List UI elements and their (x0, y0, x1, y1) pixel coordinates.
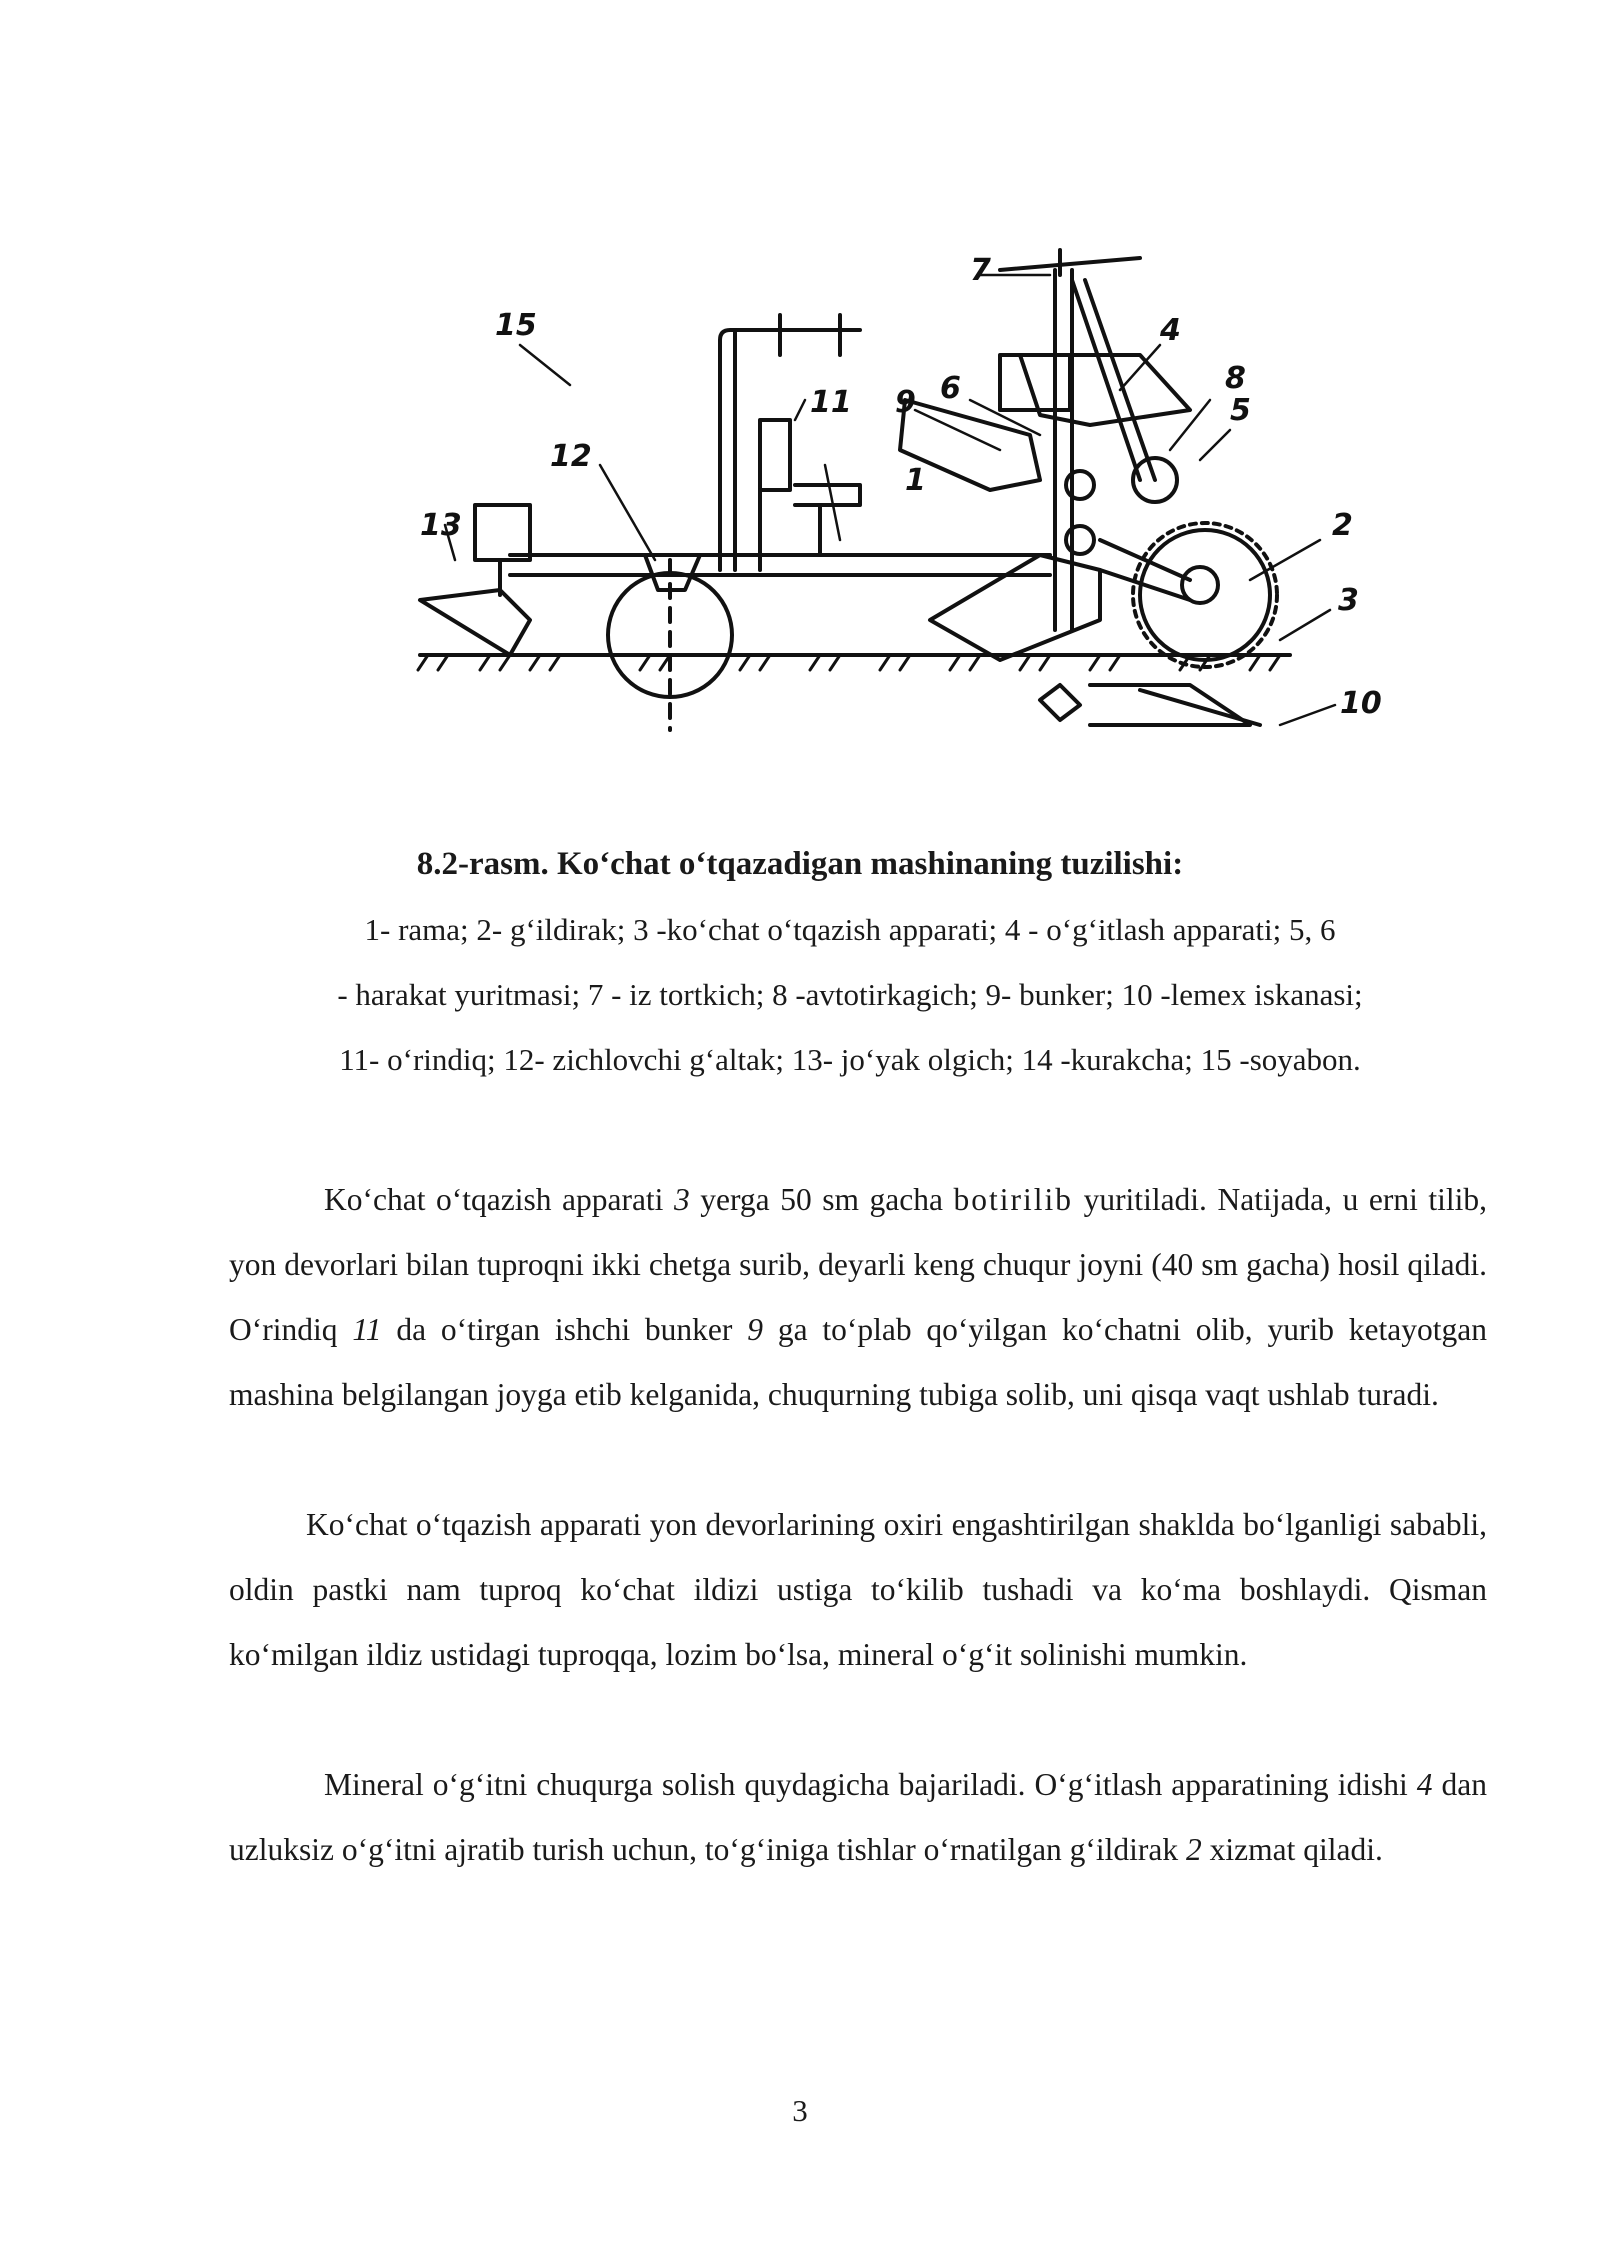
p3-text-3: xizmat qiladi. (1201, 1832, 1383, 1867)
paragraph-1 (229, 1167, 1487, 1427)
machine-diagram (400, 150, 1400, 770)
callout-10: 10 (1340, 686, 1382, 721)
p3-ref-4: 4 (1416, 1767, 1433, 1802)
p1-ref-11: 11 (352, 1312, 382, 1347)
callout-3: 3 (1338, 583, 1359, 618)
callout-2: 2 (1332, 508, 1353, 543)
figure-caption-line-1: 1- rama; 2- g‘ildirak; 3 -ko‘chat o‘tqazish apparati; 4 - o‘g‘itlash apparati; 5, 6 (364, 912, 1336, 947)
page-number: 3 (792, 2093, 808, 2128)
callout-9: 9 (895, 385, 916, 420)
p1-text-3: yuritiladi. Natijada, u erni tilib, yon devorlari bilan tuproqni ikki chetga surib, deyarli keng chuqur joyni (40 sm gacha) hosil qiladi. O‘rindiq (229, 1182, 1488, 1347)
p1-ref-3: 3 (673, 1182, 690, 1217)
p1-text-5: ga to‘plab qo‘yilgan ko‘chatni olib, yurib ketayotgan mashina belgilangan joyga etib kelganida, chuqurning tubiga solib, uni qisqa vaqt ushlab turadi. (229, 1312, 1488, 1412)
paragraph-2: Ko‘chat o‘tqazish apparati yon devorlarining oxiri engashtirilgan shaklda bo‘lganligi sababli, oldin pastki nam tuproq ko‘chat ildizi ustiga to‘kilib tushadi va ko‘ma boshlaydi. Qisman ko‘milgan ildiz ustidagi tuproqqa, lozim bo‘lsa, mineral o‘g‘it solinishi mumkin. (229, 1507, 1487, 1672)
callout-5: 5 (1230, 393, 1251, 428)
p1-text-1: Ko‘chat o‘tqazish apparati (324, 1182, 674, 1217)
p1-text-2: yerga 50 sm gacha (689, 1182, 954, 1217)
callout-8: 8 (1225, 361, 1246, 396)
figure-caption-title: 8.2-rasm. Ko‘chat o‘tqazadigan mashinaning tuzilishi: (416, 846, 1184, 882)
figure-caption-line-3: 11- o‘rindiq; 12- zichlovchi g‘altak; 13- jo‘yak olgich; 14 -kurakcha; 15 -soyabon. (339, 1042, 1361, 1077)
paragraph-3 (229, 1752, 1487, 1882)
callout-12: 12 (550, 439, 592, 474)
callout-13: 13 (420, 508, 462, 543)
p3-text-1: Mineral o‘g‘itni chuqurga solish quydagicha bajariladi. O‘g‘itlash apparatining idishi (324, 1767, 1417, 1802)
p1-ref-9: 9 (747, 1312, 763, 1347)
p3-text-2: dan uzluksiz o‘g‘itni ajratib turish uchun, to‘g‘iniga tishlar o‘rnatilgan g‘ildirak (229, 1767, 1487, 1867)
figure-caption-line-2: - harakat yuritmasi; 7 - iz tortkich; 8 -avtotirkagich; 9- bunker; 10 -lemex iskanasi; (337, 977, 1363, 1012)
callout-15: 15 (495, 308, 537, 343)
callout-4: 4 (1160, 313, 1181, 348)
callout-6: 6 (940, 371, 961, 406)
p1-spaced-word: botirilib (953, 1182, 1074, 1217)
callout-1: 1 (905, 463, 926, 498)
machine-drawing (418, 250, 1335, 730)
callout-11: 11 (810, 385, 852, 420)
p1-text-4: da o‘tirgan ishchi bunker (381, 1312, 748, 1347)
p3-ref-2: 2 (1186, 1832, 1202, 1867)
callout-7: 7 (970, 253, 991, 288)
